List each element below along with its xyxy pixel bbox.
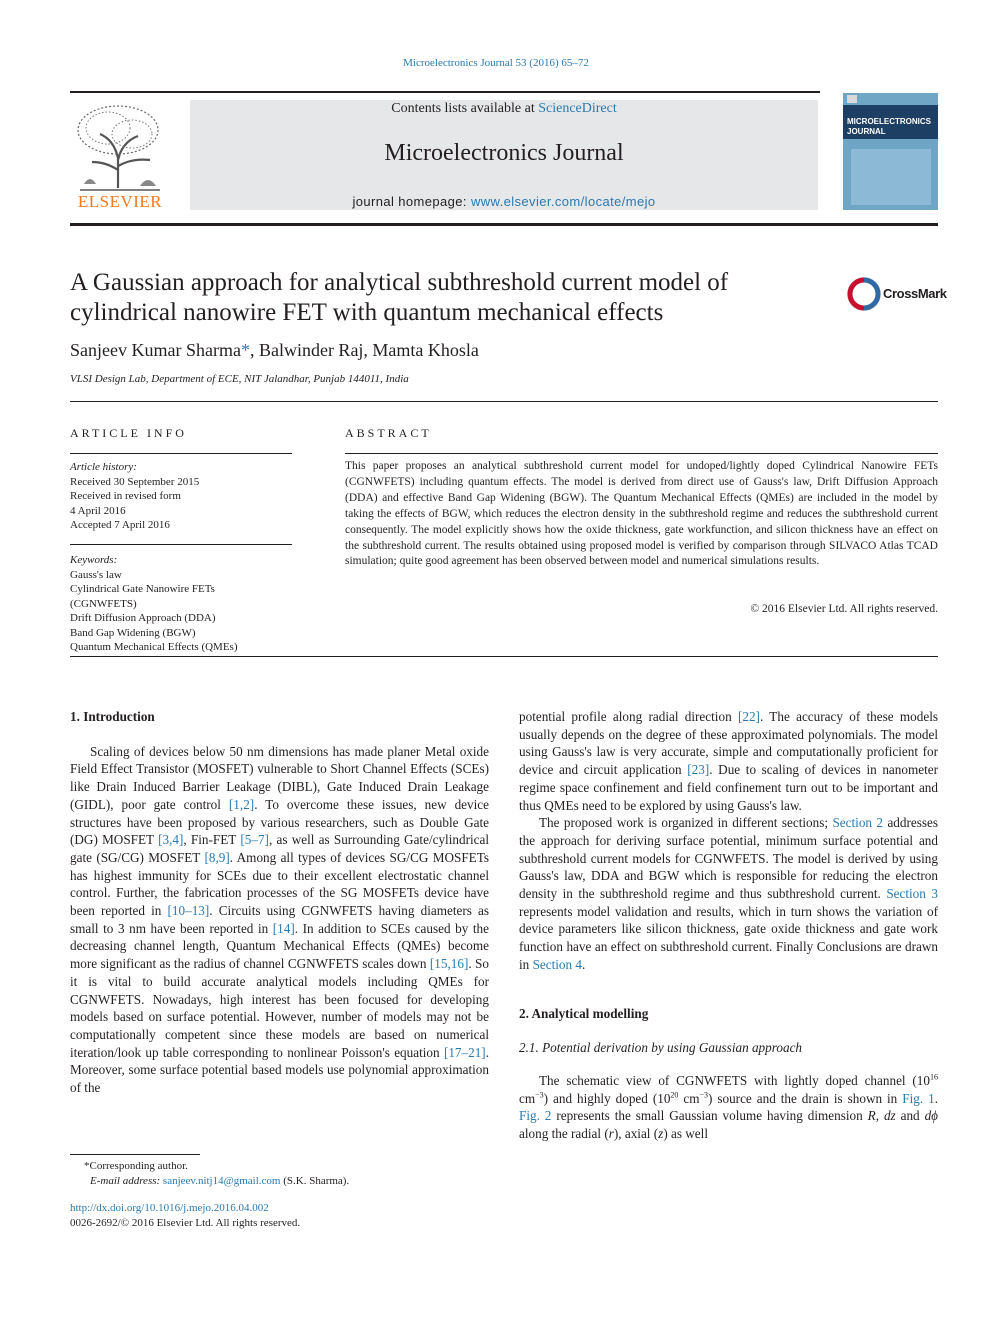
divider bbox=[70, 656, 938, 657]
section-link[interactable]: Section 3 bbox=[886, 886, 938, 902]
ref-link[interactable]: [23] bbox=[687, 762, 710, 778]
figure-link[interactable]: Fig. 1 bbox=[902, 1090, 935, 1106]
history-item: Accepted 7 April 2016 bbox=[70, 519, 170, 531]
section-link[interactable]: Section 4 bbox=[532, 956, 583, 972]
divider bbox=[70, 544, 292, 545]
ref-link[interactable]: [15,16] bbox=[429, 956, 469, 972]
journal-title: Microelectronics Journal bbox=[384, 140, 624, 166]
journal-citation[interactable]: Microelectronics Journal 53 (2016) 65–72 bbox=[403, 57, 589, 69]
ref-link[interactable]: [3,4] bbox=[158, 832, 184, 848]
author-first: Sanjeev Kumar Sharma bbox=[70, 340, 241, 360]
author-list bbox=[70, 340, 479, 361]
divider bbox=[70, 401, 938, 402]
paragraph: potential profile along radial direction [22]. The accuracy of these models usually depends on the degree of these approximated polynomials. The model using Gauss's law is very accurate, simple and computationally proficient for device and circuit application [23]. Due to scaling of devices in nanometer regime space confinement and field confinement turn out to be important and thus QMEs need to be explored by using Gauss's law. bbox=[519, 709, 938, 813]
ref-link[interactable]: [22] bbox=[737, 709, 760, 724]
figure-link[interactable]: Fig. 2 bbox=[519, 1108, 552, 1124]
cover-logo bbox=[847, 95, 857, 103]
abstract-heading: ABSTRACT bbox=[345, 426, 432, 440]
cover-illustration bbox=[851, 149, 931, 205]
affiliation: VLSI Design Lab, Department of ECE, NIT Jalandhar, Punjab 144011, India bbox=[70, 373, 409, 385]
history-item: 4 April 2016 bbox=[70, 504, 126, 517]
email-note: E-mail address: sanjeev.nitj14@gmail.com (S.K. Sharma). bbox=[90, 1175, 350, 1187]
article-title: A Gaussian approach for analytical subthreshold current model of cylindrical nanowire FET with quantum mechanical effects bbox=[70, 269, 729, 326]
homepage-link[interactable]: www.elsevier.com/locate/mejo bbox=[470, 194, 656, 209]
keywords bbox=[70, 553, 300, 655]
corresponding-note: *Corresponding author. bbox=[84, 1160, 188, 1172]
body-left-column bbox=[70, 708, 489, 1097]
body-right-column bbox=[519, 708, 938, 1143]
ref-link[interactable]: [5–7] bbox=[240, 832, 269, 848]
journal-cover bbox=[843, 93, 938, 210]
issn-note: 0026-2692/© 2016 Elsevier Ltd. All rights reserved. bbox=[70, 1217, 301, 1229]
ref-link[interactable]: [1,2] bbox=[228, 796, 255, 812]
ref-link[interactable]: [10–13] bbox=[167, 903, 210, 919]
article-history bbox=[70, 460, 300, 533]
history-item: Received 30 September 2015 bbox=[70, 475, 200, 488]
keyword: Gauss's law bbox=[70, 568, 122, 581]
keyword: Drift Diffusion Approach (DDA) bbox=[70, 612, 216, 624]
section-2-heading: 2. Analytical modelling bbox=[519, 1005, 649, 1021]
contents-prefix: Contents lists available at bbox=[391, 101, 539, 116]
header-rule bbox=[70, 91, 820, 93]
header-rule-bottom bbox=[70, 223, 938, 226]
section-1-heading: 1. Introduction bbox=[70, 709, 155, 724]
ref-link[interactable]: [14] bbox=[272, 920, 295, 936]
footnote-rule bbox=[70, 1154, 200, 1155]
history-label: Article history: bbox=[70, 461, 137, 473]
paragraph: Scaling of devices below 50 nm dimensions has made planer Metal oxide Field Effect Transistor (MOSFET) vulnerable to Short Channel Effects (SCEs) like Drain Induced Barrier Leakage (DIBL), Gate Induced Drain Leakage (GIDL), poor gate control [1,2]. To overcome these issues, new device structures have been proposed by various researchers, such as Double Gate (DG) MOSFET [3,4], Fin-FET [5–7], as well as Surrounding Gate/cylindrical gate (SG/CG) MOSFET [8,9]. Among all types of devices SG/CG MOSFETs has highest immunity for SCEs due to their excellent electrostatic channel control. Further, the fabrication processes of the SG MOSFETs device have been reported in [10–13]. Circuits using CGNWFETS having diameters as small to 3 nm have been reported in [14]. In addition to SCEs caused by the decreasing channel length, Quantum Mechanical Effects (QMEs) become more significant as the radius of channel CGNWFETS scales down [15,16]. So it is vital to build accurate analytical models including QMEs for CGNWFETS. Nowadays, high interest has been focused for developing models based on surface potential. However, number of models may not be computationally competent since these models are based on numerical iteration/look up table corresponding to nonlinear Poisson's equation [17–21]. Moreover, some surface potential based models use polynomial approximation of the bbox=[70, 743, 490, 1096]
keyword: Band Gap Widening (BGW) bbox=[70, 626, 196, 639]
paragraph: The proposed work is organized in different sections; Section 2 addresses the approach for deriving surface potential, minimum surface potential and subthreshold current models for CGNWFETS. The model is derived by using Gauss's law, DDA and BGW which is responsible for reducing the electron density in the subthreshold regime and thus subthreshold current. Section 3 represents model validation and results, which in turn shows the variation of device parameters like silicon thickness, gate oxide thickness and gate work function have an effect on subthreshold current. Finally Conclusions are drawn in Section 4. bbox=[519, 815, 938, 972]
keyword: Cylindrical Gate Nanowire FETs bbox=[70, 583, 215, 595]
elsevier-wordmark: ELSEVIER bbox=[77, 192, 163, 211]
abstract-copyright: © 2016 Elsevier Ltd. All rights reserved. bbox=[750, 603, 938, 615]
history-item: Received in revised form bbox=[70, 490, 181, 502]
email-link[interactable]: sanjeev.nitj14@gmail.com bbox=[162, 1175, 281, 1187]
divider bbox=[345, 453, 938, 454]
cover-name-line1: MICROELECTRONICS bbox=[847, 117, 931, 126]
article-info-heading: ARTICLE INFO bbox=[70, 426, 187, 440]
ref-link[interactable]: [17–21] bbox=[443, 1044, 486, 1060]
abstract-text: This paper proposes an analytical subthreshold current model for undoped/lightly doped Cylindrical Nanowire FETs (CGNWFETS) including quantum effects. The model is derived from direct use of Gauss's law, Drift Diffusion Approach (DDA) and effective Band Gap Widening (BGW). The Quantum Mechanical Effects (QMEs) are included in the model by taking the effects of BGW, which reduces the electron density in the subthreshold regime and reduces the subthreshold current consequently. The model explicitly shows how the oxide thickness, gate workfunction, and silicon thickness have an effect on the subthreshold current. The results obtained using proposed model is verified by comparison through SILVACO Atlas TCAD simulation; quite good agreement has been observed between model and numerical simulations results. bbox=[345, 460, 938, 568]
ref-link[interactable]: [8,9] bbox=[204, 849, 230, 865]
doi-link[interactable]: http://dx.doi.org/10.1016/j.mejo.2016.04.002 bbox=[70, 1202, 269, 1214]
crossmark-label[interactable]: CrossMark bbox=[883, 286, 947, 301]
section-link[interactable]: Section 2 bbox=[832, 815, 884, 831]
author-others: , Balwinder Raj, Mamta Khosla bbox=[249, 340, 479, 360]
keyword: Quantum Mechanical Effects (QMEs) bbox=[70, 641, 238, 653]
divider bbox=[70, 453, 292, 454]
cover-name-line2: JOURNAL bbox=[847, 127, 886, 136]
contents-line bbox=[190, 101, 818, 117]
section-2-1-heading: 2.1. Potential derivation by using Gaussian approach bbox=[519, 1040, 803, 1056]
keywords-label: Keywords: bbox=[70, 554, 118, 566]
sciencedirect-link[interactable]: ScienceDirect bbox=[538, 101, 617, 116]
journal-homepage bbox=[190, 194, 818, 209]
homepage-prefix: journal homepage: bbox=[352, 194, 471, 209]
paragraph: The schematic view of CGNWFETS with lightly doped channel ($10^{16}$ $cm^{-3}$) and highly doped ($10^{20}$ $cm^{-3}$) source and the drain is shown in Fig. 1. Fig. 2 represents the small Gaussian volume having dimension R, dz and dϕ along the radial (r), axial (z) as well bbox=[519, 1072, 938, 1142]
keyword: (CGNWFETS) bbox=[70, 597, 137, 610]
corresponding-star[interactable]: * bbox=[240, 340, 250, 360]
